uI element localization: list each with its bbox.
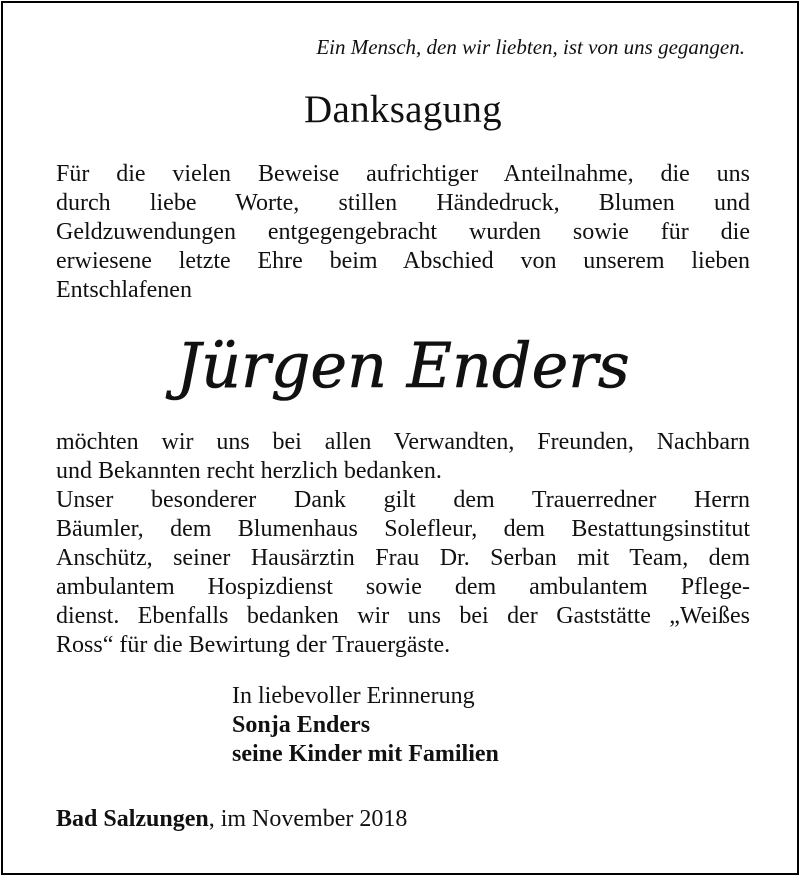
intro-line: Geldzuwendungen entgegengebracht wurden sowie für die — [56, 219, 750, 245]
closing-block — [232, 682, 499, 769]
thanks-line: ambulantem Hospizdienst sowie dem ambulantem Pflege- — [56, 574, 750, 600]
intro-paragraph — [56, 160, 750, 305]
heading-title: Danksagung — [304, 88, 502, 131]
deceased-name-script — [143, 321, 663, 413]
signatory: Sonja Enders — [232, 712, 371, 738]
closing-greeting: In liebevoller Erinnerung — [232, 683, 475, 709]
intro-line: Für die vielen Beweise aufrichtiger Anteilnahme, die uns — [56, 161, 750, 187]
signatory: seine Kinder mit Familien — [232, 741, 499, 767]
place-date-line — [56, 806, 407, 833]
date-text: , im November 2018 — [208, 806, 408, 832]
intro-line: durch liebe Worte, stillen Händedruck, Blumen und — [56, 190, 750, 216]
thanks-line: Bäumler, dem Blumenhaus Solefleur, dem Bestattungsinstitut — [56, 516, 750, 542]
deceased-name — [143, 321, 663, 413]
intro-line: erwiesene letzte Ehre beim Abschied von unserem lieben — [56, 248, 750, 274]
thanks-line: Anschütz, seiner Hausärztin Frau Dr. Serban mit Team, dem — [56, 545, 750, 571]
thanks-line: Unser besonderer Dank gilt dem Trauerredner Herrn — [56, 487, 750, 513]
intro-line: Entschlafenen — [56, 277, 192, 303]
obituary-notice-frame — [1, 1, 799, 875]
motto-line: Ein Mensch, den wir liebten, ist von uns gegangen. — [316, 35, 745, 59]
place-name: Bad Salzungen — [56, 806, 209, 832]
thanks-line: und Bekannten recht herzlich bedanken. — [56, 458, 442, 484]
thanks-paragraph — [56, 428, 750, 660]
thanks-line: dienst. Ebenfalls bedanken wir uns bei der Gaststätte „Weißes — [56, 603, 750, 629]
deceased-name-text: Jürgen Enders — [176, 329, 630, 402]
thanks-line: Ross“ für die Bewirtung der Trauergäste. — [56, 632, 451, 658]
thanks-line: möchten wir uns bei allen Verwandten, Freunden, Nachbarn — [56, 429, 750, 455]
